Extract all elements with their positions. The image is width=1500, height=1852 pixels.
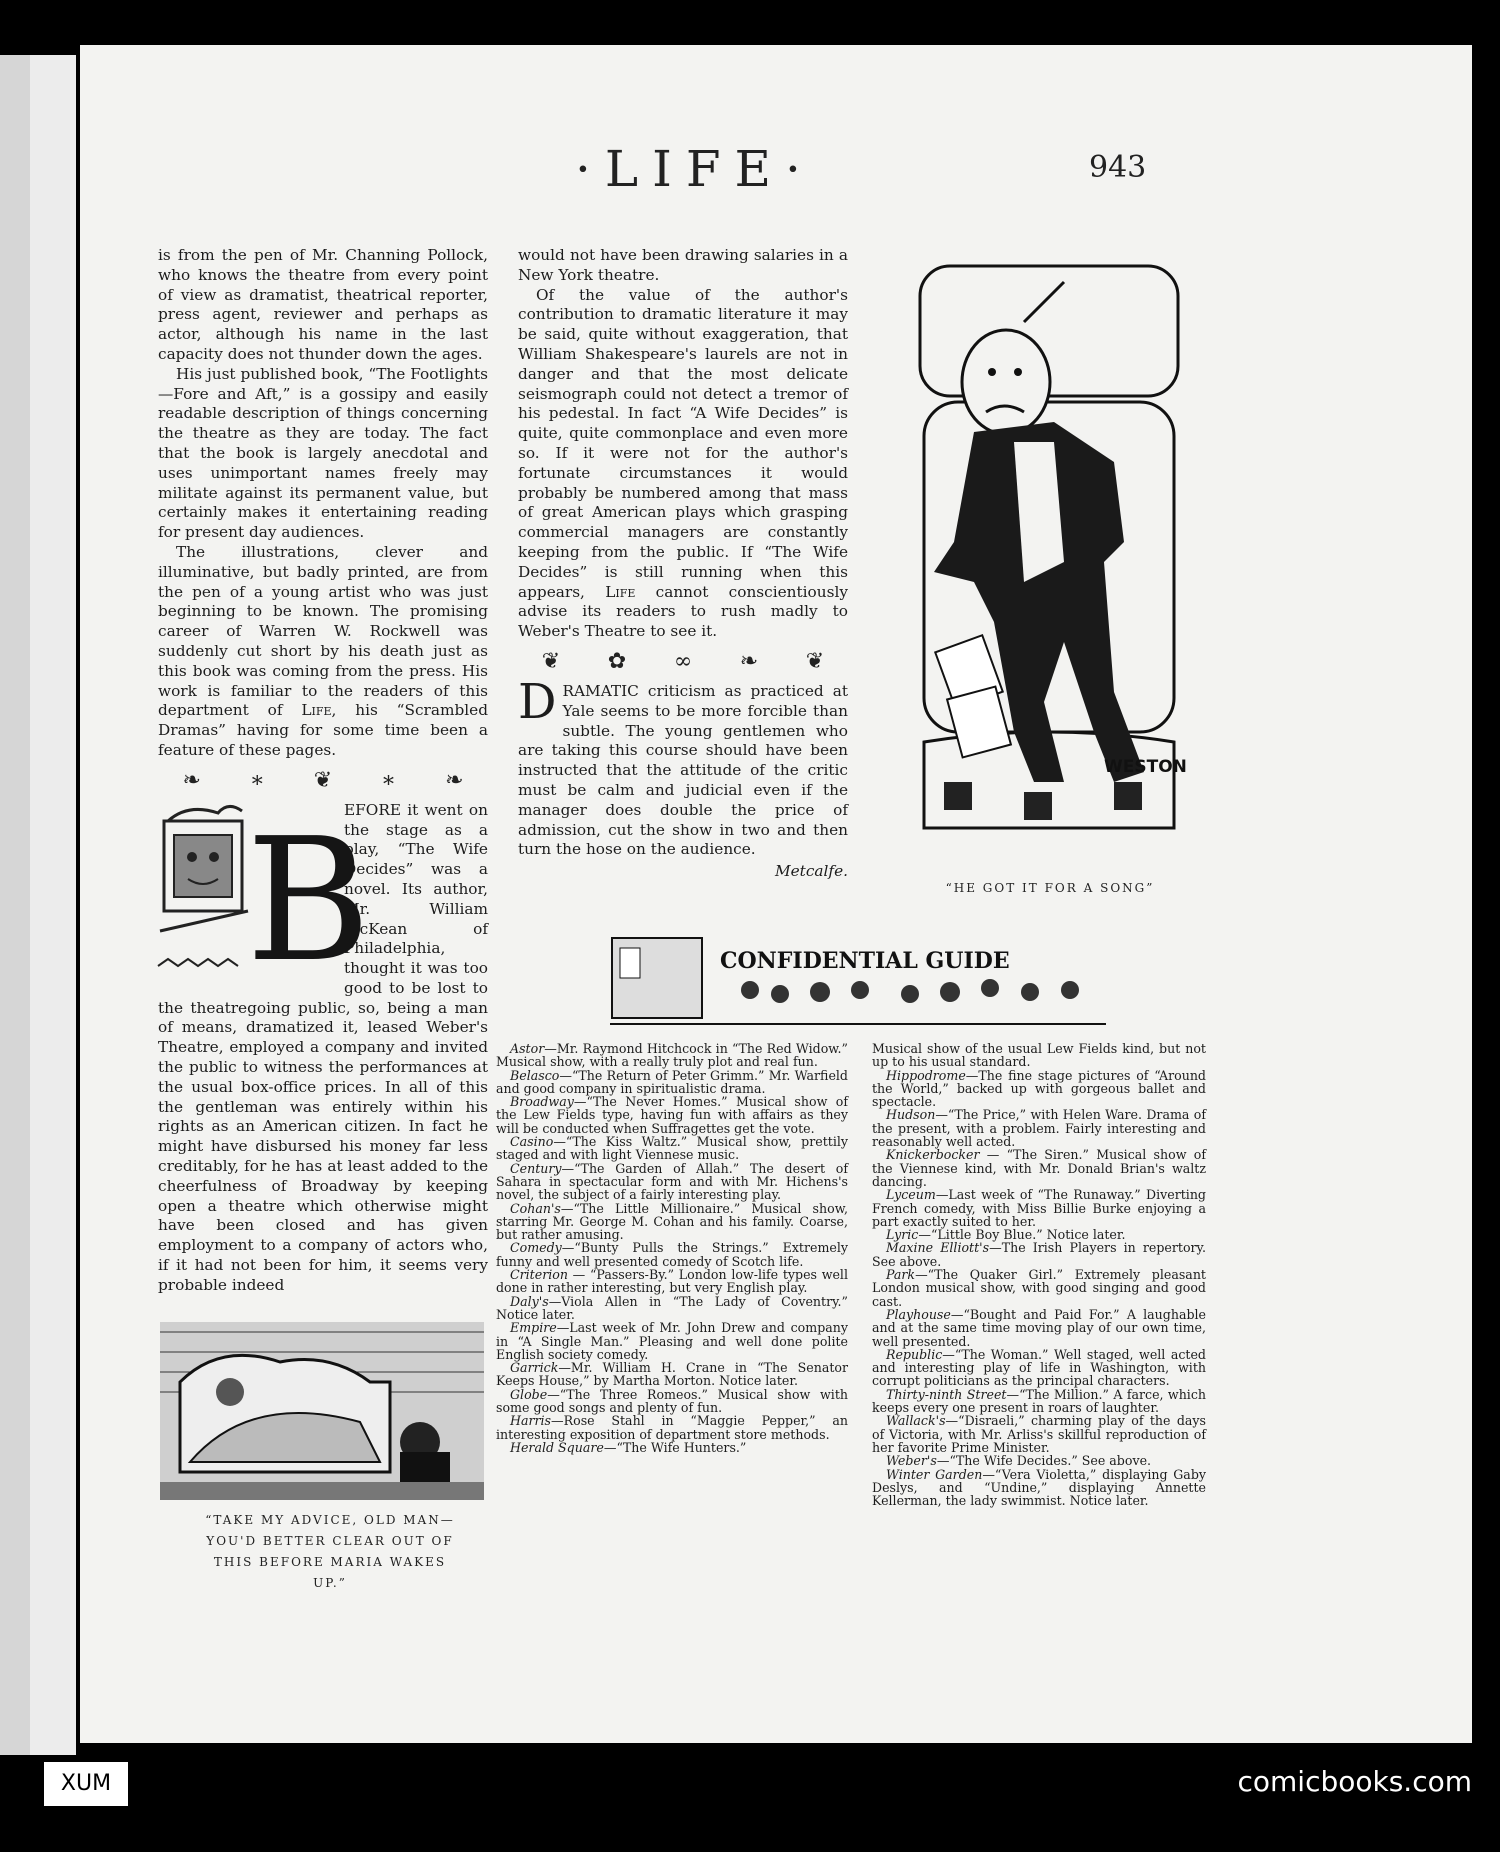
- paragraph: Of the value of the author's contribution to dramatic literature it may be said, quite without exaggeration, that William Shakespeare's laurels are not in danger and that the most delicate seismograph could not detect a tremor of his pedestal. In fact “A Wife Decides” is quite, quite commonplace and even more so. If it were not for the author's fortunate circumstances it would probably be numbered among that mass of great American plays which grasping commercial managers are constantly keeping from the public. If “The Wife Decides” is still running when this appears, Life cannot conscientiously advise its readers to rush madly to Weber's Theatre to see it.: [518, 285, 848, 641]
- article-column-2: [518, 246, 848, 882]
- theatre-name: Maxine Elliott's: [886, 1240, 990, 1256]
- guide-entry: [872, 1148, 1206, 1188]
- guide-entry: [872, 1268, 1206, 1308]
- entry-text: —“The Wife Decides.” See above.: [936, 1453, 1152, 1469]
- theatre-name: Playhouse: [886, 1306, 951, 1322]
- guide-entry: [496, 1135, 848, 1162]
- theatre-name: Lyric: [886, 1227, 919, 1243]
- weston-cartoon: [914, 262, 1187, 842]
- guide-entry: [872, 1042, 1206, 1069]
- guide-entry: [496, 1069, 848, 1096]
- entry-text: —“Vera Violetta,” displaying Gaby Deslys, and “Undine,” displaying Annette Kellerman, the lady swimmist. Notice later.: [872, 1466, 1206, 1509]
- entry-text: —The Irish Players in repertory. See above.: [872, 1240, 1206, 1269]
- entry-text: —“The Never Homes.” Musical show of the Lew Fields type, having fun with affairs as they will be conducted when Suffragettes get the vote.: [496, 1094, 848, 1136]
- left-page-edge: [0, 55, 76, 1755]
- guide-entry: [496, 1268, 848, 1295]
- guide-entry: [872, 1454, 1206, 1467]
- bedroom-illustration: [160, 1322, 484, 1500]
- theatre-name: Park: [886, 1267, 916, 1283]
- entry-text: —“The Little Millionaire.” Musical show, starring Mr. George M. Cohan and his family. Coarse, but rather amusing.: [496, 1200, 848, 1243]
- guide-entry: [872, 1308, 1206, 1348]
- drop-letter-b: B: [246, 801, 371, 1000]
- guide-entry: [872, 1388, 1206, 1415]
- signature: Metcalfe.: [774, 862, 848, 881]
- guide-entry: [872, 1108, 1206, 1148]
- watermark: comicbooks.com: [1237, 1765, 1472, 1798]
- entry-text: —“The Price,” with Helen Ware. Drama of the present, with a problem. Fairly interesting and reasonably well acted.: [872, 1107, 1206, 1150]
- entry-text: —Rose Stahl in “Maggie Pepper,” an interesting exposition of department store methods.: [496, 1413, 848, 1442]
- illustration-caption: “TAKE MY ADVICE, OLD MAN— YOU'D BETTER CLEAR OUT OF THIS BEFORE MARIA WAKES UP.”: [205, 1513, 455, 1590]
- paragraph: The illustrations, clever and illuminative, but badly printed, are from the pen of a young artist who was just beginning to be known. The promising career of Warren W. Rockwell was suddenly cut short by his death just as this book was coming from the press. His work is familiar to the readers of this department of Life, his “Scrambled Dramas” having for some time been a feature of these pages.: [158, 542, 488, 759]
- guide-entry: [496, 1388, 848, 1415]
- entry-text: — “The Siren.” Musical show of the Viennese kind, with Mr. Donald Brian's waltz dancing.: [872, 1147, 1206, 1189]
- guide-entry: [496, 1095, 848, 1135]
- theatre-name: Astor: [510, 1041, 545, 1056]
- paragraph: is from the pen of Mr. Channing Pollock, who knows the theatre from every point of view as dramatist, theatrical reporter, press agent, reviewer and perhaps as actor, although his name in the last capacity does not thunder down the ages.: [158, 246, 488, 363]
- guide-entry: [872, 1188, 1206, 1228]
- entry-text: —Mr. Raymond Hitchcock in “The Red Widow.” Musical show, with a really truly plot and real fun.: [496, 1041, 848, 1070]
- entry-text: —“The Quaker Girl.” Extremely pleasant London musical show, with good singing and good cast.: [872, 1267, 1206, 1309]
- guide-entry: [872, 1241, 1206, 1268]
- theatre-name: Comedy: [510, 1240, 562, 1256]
- theatre-name: Hippodrome: [886, 1067, 966, 1083]
- drop-letter-d: D: [518, 673, 557, 730]
- theatre-name: Republic: [886, 1346, 943, 1362]
- entry-text: —“The Return of Peter Grimm.” Mr. Warfield and good company in spiritualistic drama.: [496, 1067, 848, 1096]
- entry-text: —Last week of “The Runaway.” Diverting French comedy, with Miss Billie Burke enjoying a part exactly suited to her.: [872, 1187, 1206, 1229]
- theatre-name: Empire: [510, 1320, 557, 1336]
- cartoon-caption: “HE GOT IT FOR A SONG”: [945, 881, 1155, 895]
- guide-entry: [496, 1441, 848, 1454]
- entry-text: —Last week of Mr. John Drew and company in “A Single Man.” Pleasing and well done polite English society comedy.: [496, 1320, 848, 1362]
- confidential-guide-banner: [610, 928, 1106, 1028]
- theatre-name: Herald Square: [510, 1439, 604, 1455]
- theatre-name: Wallack's: [886, 1413, 946, 1429]
- guide-entry: [872, 1069, 1206, 1109]
- theatre-name: Century: [510, 1160, 562, 1176]
- entry-text: —“The Three Romeos.” Musical show with some good songs and plenty of fun.: [496, 1386, 848, 1416]
- guide-banner-title: CONFIDENTIAL GUIDE: [720, 948, 1010, 974]
- guide-column-2: [872, 1042, 1206, 1507]
- paragraph: EFORE it went on the stage as a play, “The Wife Decides” was a novel. Its author, Mr. William McKean of Philadelphia, thought it was too good to be lost to the theatregoing public, so, being a man of means, dramatized it, leased Weber's Theatre, employed a company and invited the public to witness the performances at the usual box-office prices. In all of this the gentleman was entirely within his rights as an American citizen. In fact he might have disbursed his money far less creditably, for he has at least added to the cheerfulness of Broadway by keeping open a theatre which otherwise might have been closed and has given employment to a company of actors who, if it had not been for him, it seems very probable indeed: [158, 800, 488, 1294]
- entry-text: —“The Garden of Allah.” The desert of Sahara in spectacular form and with Mr. Hichens's novel, the subject of a fairly interesting play.: [496, 1160, 848, 1203]
- theatre-name: Cohan's: [510, 1200, 561, 1216]
- guide-entry: [872, 1468, 1206, 1508]
- guide-entry: [872, 1228, 1206, 1241]
- theatre-name: Globe: [510, 1386, 548, 1402]
- theatre-name: Broadway: [510, 1094, 574, 1110]
- entry-text: — “Passers-By.” London low-life types well done in rather interesting, but very English play.: [496, 1267, 848, 1296]
- theatre-name: Criterion: [510, 1267, 568, 1283]
- theatre-name: Lyceum: [886, 1187, 936, 1203]
- theatre-name: Harris: [510, 1413, 552, 1429]
- guide-entry: [872, 1348, 1206, 1388]
- page-number: 943: [1089, 150, 1147, 185]
- guide-entry: [496, 1202, 848, 1242]
- guide-entry: [496, 1162, 848, 1202]
- entry-text: —Mr. William H. Crane in “The Senator Keeps House,” by Martha Morton. Notice later.: [496, 1360, 848, 1389]
- entry-text: —“The Wife Hunters.”: [603, 1439, 747, 1455]
- artist-signature: WESTON: [1104, 757, 1187, 777]
- ornament-divider: ❧ ∗ ❦ ∗ ❧: [182, 767, 464, 793]
- theatre-name: Hudson: [886, 1107, 936, 1123]
- paragraph-with-dropcap: [158, 801, 488, 1296]
- paragraph: His just published book, “The Footlights—Fore and Aft,” is a gossipy and easily readable description of things concerning the theatre as they are today. The fact that the book is largely anecdotal and uses unimportant names freely may militate against its permanent value, but certainly makes it entertaining reading for present day audiences.: [158, 364, 488, 542]
- article-column-1: [158, 246, 488, 1296]
- archive-tag: XUM: [42, 1760, 130, 1808]
- guide-entry: [872, 1414, 1206, 1454]
- masthead: ·LIFE·: [575, 140, 815, 198]
- entry-text: —Viola Allen in “The Lady of Coventry.” Notice later.: [496, 1293, 848, 1322]
- theatre-name: Knickerbocker: [886, 1147, 980, 1163]
- entry-text: —“The Woman.” Well staged, well acted and interesting play of life in Washington, with corrupt politicians as the principal characters.: [872, 1346, 1206, 1389]
- entry-text: —The fine stage pictures of “Around the World,” backed up with gorgeous ballet and spectacle.: [872, 1067, 1206, 1110]
- entry-text: —“Bunty Pulls the Strings.” Extremely funny and well presented comedy of Scotch life.: [496, 1240, 848, 1269]
- guide-entry: [496, 1361, 848, 1388]
- entry-text: —“The Million.” A farce, which keeps every one present in roars of laughter.: [872, 1386, 1206, 1416]
- entry-text: Musical show of the usual Lew Fields kind, but not up to his usual standard.: [872, 1041, 1206, 1070]
- ornament-divider: ❦ ✿ ∞ ❧ ❦: [541, 649, 825, 675]
- illustrated-initial: [158, 801, 371, 1000]
- entry-text: —“Bought and Paid For.” A laughable and at the same time moving play of our own time, well presented.: [872, 1306, 1206, 1349]
- theatre-name: Daly's: [510, 1293, 549, 1309]
- theatre-name: Thirty-ninth Street: [886, 1386, 1007, 1402]
- guide-entry: [496, 1241, 848, 1268]
- theatre-name: Winter Garden: [886, 1466, 983, 1482]
- guide-entry: [496, 1414, 848, 1441]
- guide-entry: [496, 1042, 848, 1069]
- entry-text: —“The Kiss Waltz.” Musical show, prettily staged and with light Viennese music.: [496, 1134, 848, 1163]
- entry-text: —“Disraeli,” charming play of the days of Victoria, with Mr. Arliss's skillful reproduction of her favorite Prime Minister.: [872, 1413, 1206, 1455]
- theatre-name: Casino: [510, 1134, 554, 1150]
- guide-column-1: [496, 1042, 848, 1454]
- paragraph: DRAMATIC criticism as practiced at Yale seems to be more forcible than subtle. The young gentlemen who are taking this course should have been instructed that the attitude of the critic must be calm and judicial even if the manager does double the price of admission, cut the show in two and then turn the hose on the audience.: [518, 673, 848, 859]
- theatre-name: Garrick: [510, 1360, 559, 1376]
- entry-text: —“Little Boy Blue.” Notice later.: [918, 1227, 1126, 1243]
- theatre-name: Weber's: [886, 1453, 937, 1469]
- paragraph: would not have been drawing salaries in a New York theatre.: [518, 246, 848, 284]
- theatre-name: Belasco: [510, 1067, 560, 1083]
- guide-entry: [496, 1321, 848, 1361]
- guide-entry: [496, 1295, 848, 1322]
